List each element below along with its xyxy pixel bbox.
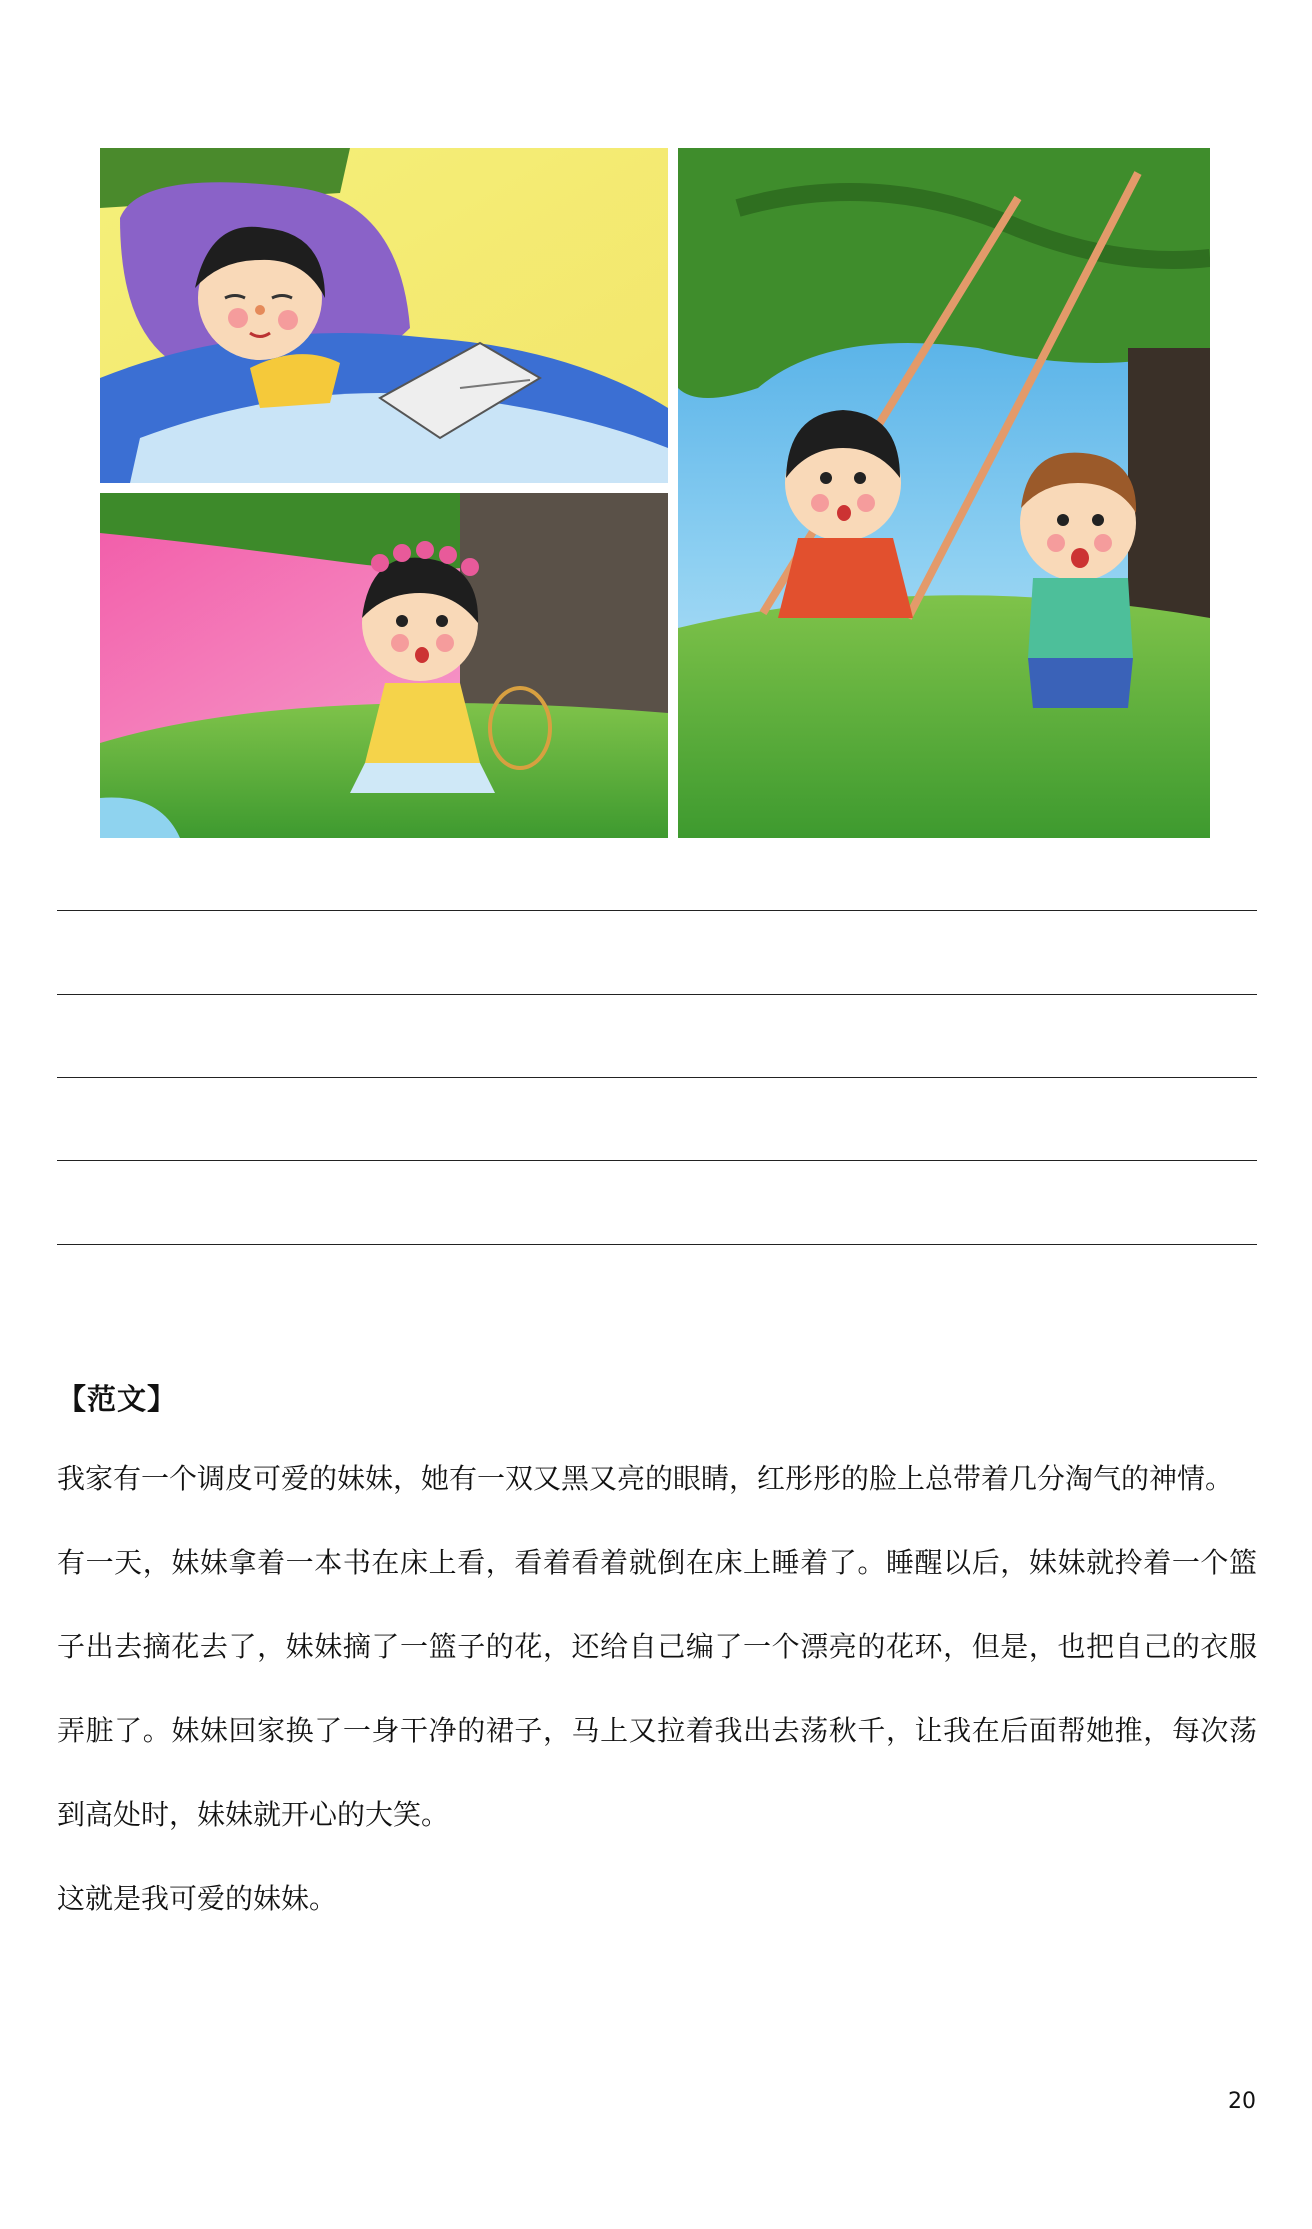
writing-line	[57, 1077, 1257, 1078]
story-illustration	[100, 148, 1210, 838]
model-essay-heading: 【范文】	[57, 1382, 178, 1416]
panel-sleeping	[100, 148, 668, 483]
writing-line	[57, 1160, 1257, 1161]
essay-paragraph-3: 这就是我可爱的妹妹。	[57, 1882, 338, 1915]
panel-flowers	[100, 493, 668, 838]
writing-line	[57, 1244, 1257, 1245]
page-number: 20	[1228, 2089, 1256, 2114]
panel-swing	[678, 148, 1210, 838]
writing-line	[57, 994, 1257, 995]
essay-paragraph-1: 我家有一个调皮可爱的妹妹，她有一双又黑又亮的眼睛，红彤彤的脸上总带着几分淘气的神情。	[57, 1462, 1234, 1495]
essay-paragraph-2: 有一天，妹妹拿着一本书在床上看，看着看着就倒在床上睡着了。睡醒以后，妹妹就拎着一个篮子出去摘花去了，妹妹摘了一篮子的花，还给自己编了一个漂亮的花环，但是，也把自己的衣服弄脏了。妹妹回家换了一身干净的裙子，马上又拉着我出去荡秋千，让我在后面帮她推，每次荡到高处时，妹妹就开心的大笑。	[57, 1546, 1257, 1831]
writing-line	[57, 910, 1257, 911]
